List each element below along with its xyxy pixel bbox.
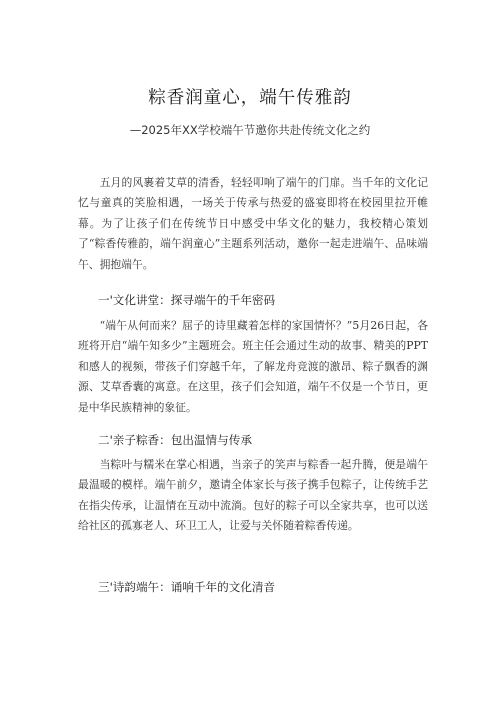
section-body-cultural-lecture: “端午从何而来？屈子的诗里藏着怎样的家国情怀？”5月26日起，各班将开启“端午知多少”主题班会。班主任会通过生动的故事、精美的PPT和感人的视频，带孩子们穿越千年，了解龙舟竞渡的激昂、粽子飘香的渊源、艾草香囊的寓意。在这里，孩子们会知道，端午不仅是一个节日，更是中华民族精神的象征。: [78, 319, 428, 414]
section-heading-cultural-lecture: 一'文化讲堂：探寻端午的千年密码: [98, 293, 276, 307]
document-title: 粽香润童心，端午传雅韵: [148, 88, 352, 108]
document-subtitle: —2025年XX学校端午节邀你共赴传统文化之约: [129, 123, 371, 137]
intro-paragraph: 五月的风裹着艾草的清香，轻轻叩响了端午的门扉。当千年的文化记忆与童真的笑脸相遇，一场关于传承与热爱的盛宴即将在校园里拉开帷幕。为了让孩子们在传统节日中感受中华文化的魅力，我校精心策划了“粽香传雅韵，端午润童心”主题系列活动，邀你一起走进端午、品味端午、拥抱端午。: [78, 176, 428, 271]
section-body-parent-child-zongzi: 当粽叶与糯米在掌心相遇，当亲子的笑声与粽香一起升腾，便是端午最温暖的模样。端午前夕，邀请全体家长与孩子携手包粽子，让传统手艺在指尖传承，让温情在互动中流淌。包好的粽子可以全家共享，也可以送给社区的孤寡老人、环卫工人，让爱与关怀随着粽香传递。: [78, 458, 428, 533]
section-heading-parent-child-zongzi: 二'亲子粽香：包出温情与传承: [98, 433, 252, 447]
section-heading-poetry-recital: 三'诗韵端午：诵响千年的文化清音: [98, 580, 276, 594]
